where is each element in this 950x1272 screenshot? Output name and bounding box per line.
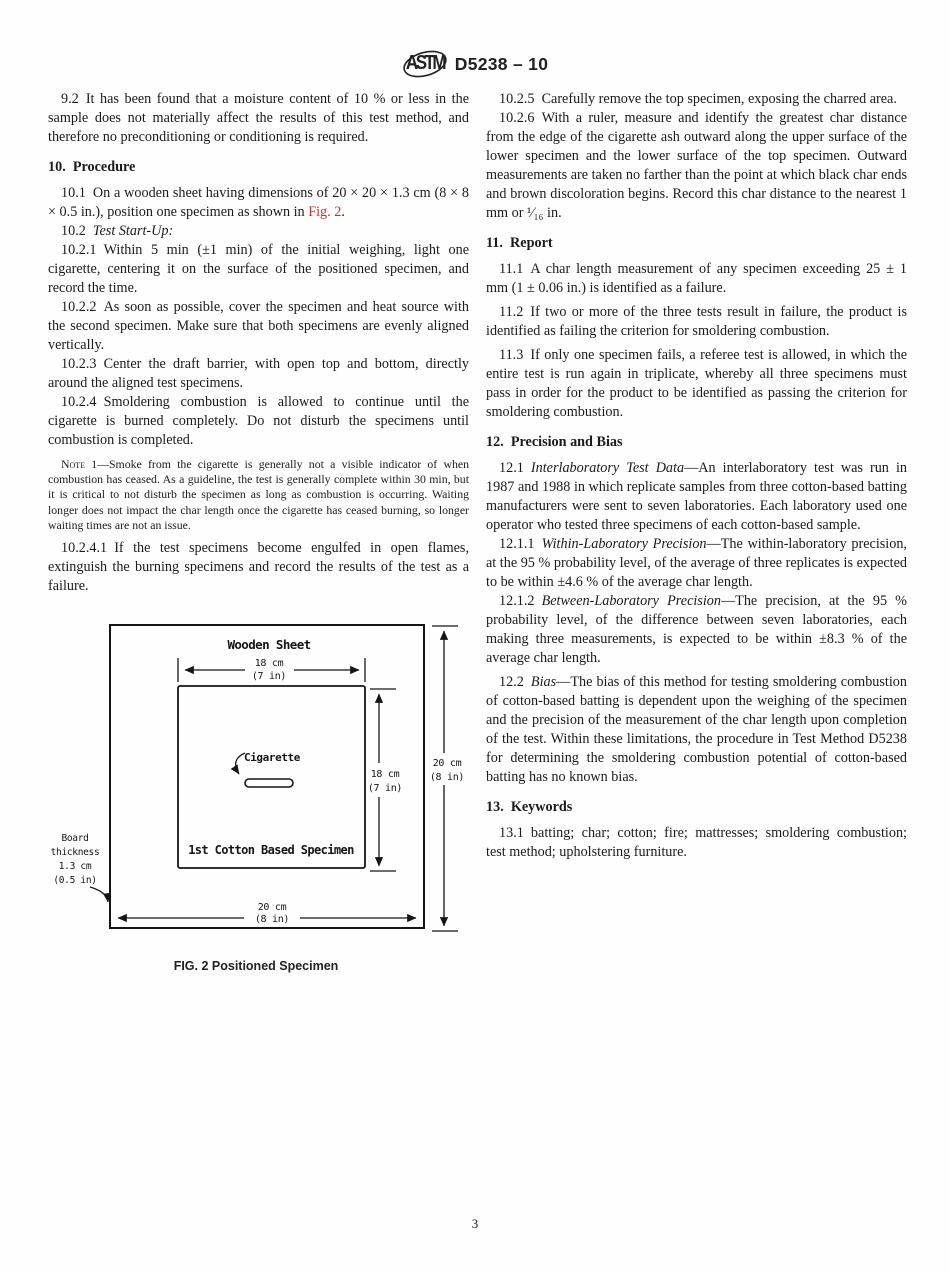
para-12-2-num: 12.2	[499, 674, 531, 690]
para-11-3: 11.3 If only one specimen fails, a referee test is allowed, in which the entire test is run again in triplicate, whereby all three specimens must pass in order for the product to be identified as passing the criterion for smoldering combustion.	[486, 347, 907, 420]
left-column	[48, 90, 469, 976]
para-10-2-4: 10.2.4 Smoldering combustion is allowed to continue until the cigarette is burned completely. Do not disturb the specimens until combustion is completed.	[48, 394, 469, 448]
svg-text:ASTM: ASTM	[405, 50, 444, 74]
para-12-1-2-num: 12.1.2	[499, 593, 542, 609]
board-thickness-arrow	[90, 887, 108, 902]
para-12-2-title: Bias	[530, 674, 557, 690]
cigarette-shape	[245, 779, 293, 787]
para-12-1-1-text: —The within-laboratory precision, at the 95 % probability level, of the average of three replicates is expected to be within ±4.6 % of the average char length.	[486, 536, 907, 590]
para-12-2	[486, 673, 907, 787]
para-10-2-2: 10.2.2 As soon as possible, cover the specimen and heat source with the second specimen. Make sure that both specimens are evenly aligned vertically.	[48, 299, 469, 353]
cigarette-label: Cigarette	[243, 751, 301, 765]
fig-2-link[interactable]: Fig. 2	[308, 204, 342, 220]
para-13-1: 13.1 batting; char; cotton; fire; mattresses; smoldering combustion; test method; upholstering furniture.	[486, 825, 907, 860]
para-12-1	[486, 459, 907, 535]
para-10-2	[48, 222, 469, 241]
board-thickness-line3: 1.3 cm	[58, 861, 92, 873]
astm-logo-icon	[402, 44, 448, 84]
para-12-2-text: —The bias of this method for testing smoldering combustion of cotton-based batting is dependent upon the weighing of the specimen and the precision of the measurement of the char length upon completion of the test. Within these limitations, the procedure in Test Method D5238 for determining the smoldering combustion potential of cotton-based batting has no known bias.	[486, 674, 907, 785]
dim-bottom-cm: 20 cm	[257, 902, 287, 914]
note-1-text: Smoke from the cigarette is generally not a visible indicator of when combustion has ceased. As a guideline, the test is generally complete within 30 min, but it is critical to not disturb the specimen as long as combustion is occurring. Waiting longer does not impact the char length once the cigarette has ceased burning, so longer waiting times are not an issue.	[48, 457, 469, 532]
doc-code: D5238 – 10	[454, 53, 549, 74]
para-10-2-5: 10.2.5 Carefully remove the top specimen, exposing the charred area.	[499, 91, 897, 107]
para-10-2-1: 10.2.1 Within 5 min (±1 min) of the initial weighing, light one cigarette, centering it on the surface of the positioned specimen, and record the time.	[48, 242, 469, 296]
wooden-sheet-label: Wooden Sheet	[227, 637, 311, 653]
heading-11-report: 11. Report	[486, 235, 553, 251]
figure-2-caption: FIG. 2 Positioned Specimen	[173, 959, 339, 974]
figure-2	[48, 613, 488, 976]
dim-top-cm: 18 cm	[254, 658, 284, 670]
board-thickness-line2: thickness	[50, 847, 100, 859]
heading-13-keywords: 13. Keywords	[486, 799, 573, 815]
para-10-1	[48, 184, 469, 222]
note-1	[48, 457, 469, 533]
para-10-2-3: 10.2.3 Center the draft barrier, with open top and bottom, directly around the aligned test specimens.	[48, 356, 469, 391]
para-11-1: 11.1 A char length measurement of any specimen exceeding 25 ± 1 mm (1 ± 0.06 in.) is identified as a failure.	[486, 261, 907, 296]
page-number: 3	[471, 1216, 479, 1231]
dim-top-in: (7 in)	[251, 671, 287, 683]
page-header	[0, 44, 950, 84]
figure-2-drawing	[48, 613, 488, 953]
para-12-1-text: —An interlaboratory test was run in 1987 and 1988 in which replicate samples from three cotton-based batting manufacturers were sent to seven laboratories. Each laboratory used one operator who tested three specimens of each cotton-based sample.	[486, 460, 907, 533]
specimen-outline	[178, 686, 365, 868]
para-12-1-title: Interlaboratory Test Data	[530, 460, 685, 476]
para-12-1-2	[486, 592, 907, 668]
right-column	[486, 90, 907, 862]
board-thickness-line1: Board	[61, 833, 89, 845]
dim-outer-cm: 20 cm	[432, 758, 462, 770]
para-9-2: 9.2 It has been found that a moisture content of 10 % or less in the sample does not materially affect the results of this test method, and therefore no preconditioning or conditioning is required.	[48, 91, 469, 145]
para-11-2: 11.2 If two or more of the three tests result in failure, the product is identified as failing the criterion for smoldering combustion.	[486, 304, 907, 339]
para-10-2-num: 10.2	[61, 223, 93, 239]
para-12-1-2-text: —The precision, at the 95 % probability level, of the difference between seven laboratories, each making three measurements, is expected to be within ±8.3 % of the average char length.	[486, 593, 907, 666]
note-1-label: Note 1—	[61, 457, 109, 471]
dim-bottom-in: (8 in)	[254, 914, 290, 926]
para-12-1-1	[486, 535, 907, 592]
para-10-1-text: 10.1 On a wooden sheet having dimensions of 20 × 20 × 1.3 cm (8 × 8 × 0.5 in.), position one specimen as shown in	[48, 185, 469, 220]
para-10-2-title: Test Start-Up:	[92, 223, 174, 239]
heading-10-procedure: 10. Procedure	[48, 159, 136, 175]
heading-12-precision-and-bias: 12. Precision and Bias	[486, 434, 623, 450]
para-12-1-2-title: Between-Laboratory Precision	[541, 593, 721, 609]
para-12-1-1-title: Within-Laboratory Precision	[541, 536, 707, 552]
dim-outer-in: (8 in)	[429, 772, 465, 784]
para-10-1-period: .	[341, 204, 345, 220]
para-12-1-1-num: 12.1.1	[499, 536, 542, 552]
para-10-2-6: 10.2.6 With a ruler, measure and identify the greatest char distance from the edge of the cigarette ash outward along the upper surface of the lower specimen and the lower surface of the top specimen. Outward measurements are taken no farther than the point at which black char ends and brown discoloration begins. Record this char distance to the nearest 1 mm or ¹⁄₁₆ in.	[486, 110, 907, 221]
dim-inner-in: (7 in)	[367, 783, 403, 795]
para-10-2-4-1: 10.2.4.1 If the test specimens become engulfed in open flames, extinguish the burning specimens and record the results of the test as a failure.	[48, 540, 469, 595]
board-thickness-line4: (0.5 in)	[53, 875, 97, 887]
para-12-1-num: 12.1	[499, 460, 531, 476]
dim-inner-cm: 18 cm	[370, 769, 400, 781]
specimen-label: 1st Cotton Based Specimen	[188, 843, 354, 858]
